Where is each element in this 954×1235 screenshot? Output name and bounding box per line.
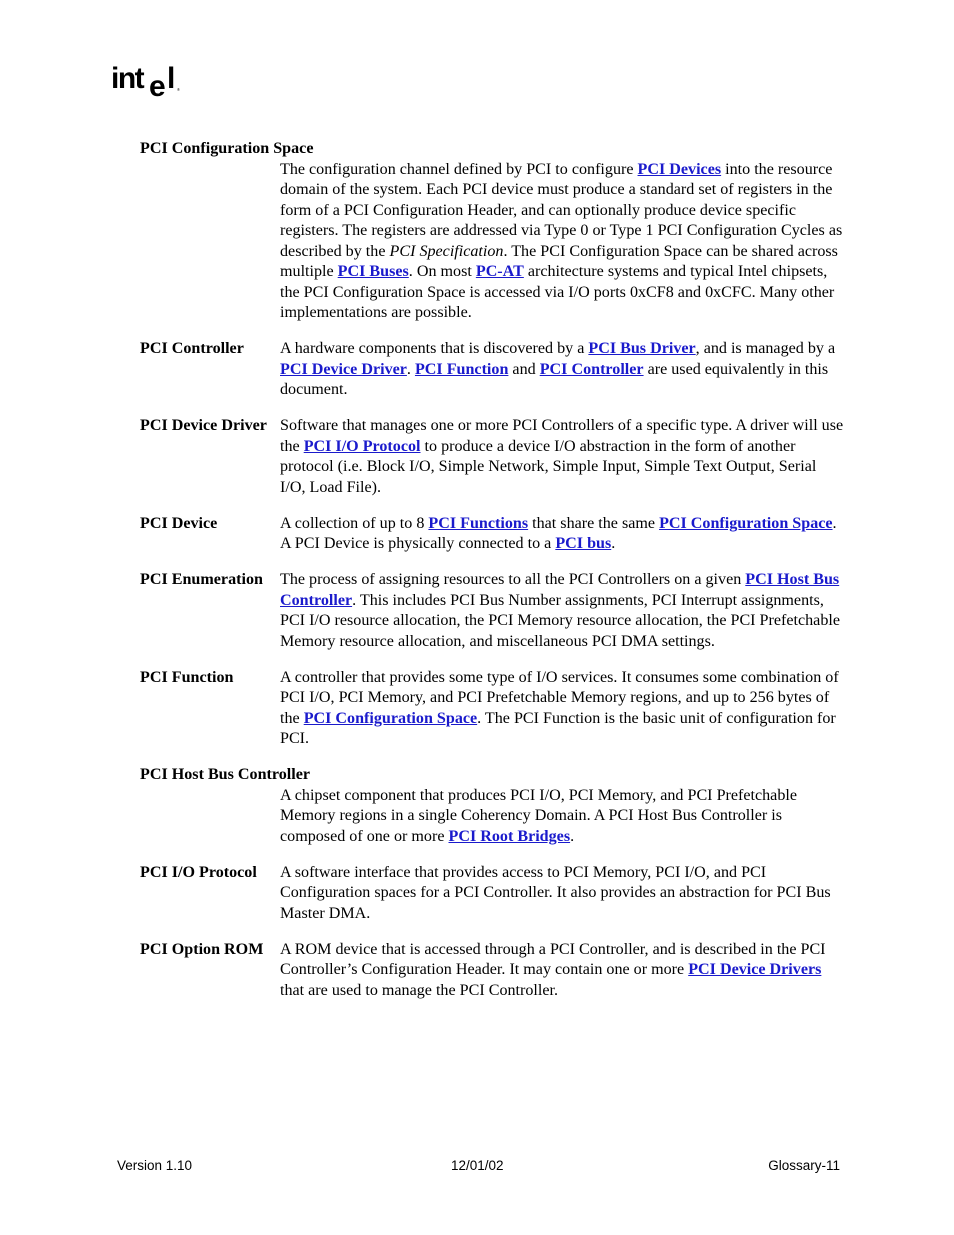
- glossary-term: PCI Host Bus Controller: [140, 766, 311, 783]
- definition-text: .: [570, 827, 575, 845]
- glossary-entries: [140, 139, 845, 1017]
- glossary-term: PCI Enumeration: [140, 571, 263, 588]
- footer-page-number: Glossary-11: [768, 1158, 840, 1173]
- glossary-definition: [280, 160, 845, 324]
- definition-text: Software that manages one or more PCI Controllers of a specific type. A driver will use the: [280, 417, 844, 455]
- intel-logo: [110, 58, 190, 104]
- glossary-term: PCI I/O Protocol: [140, 863, 257, 881]
- glossary-entry: [140, 416, 845, 498]
- glossary-link[interactable]: PCI Device Drivers: [688, 961, 822, 978]
- glossary-definition: [280, 339, 845, 401]
- definition-text: that share the same: [528, 514, 660, 532]
- italic-reference: PCI Specification: [389, 242, 504, 260]
- definition-text: A hardware components that is discovered by a: [280, 340, 589, 357]
- definition-text: . The PCI Configuration Space can be shared across multiple: [280, 242, 838, 280]
- glossary-entry: [140, 139, 845, 324]
- definition-text: A collection of up to 8: [280, 514, 429, 532]
- definition-text: into the resource domain of the system. Each PCI device must produce a standard set of registers in the form of a PCI Configuration Header, and can optionally produce device specific registers. The registers are addressed via Type 0 or Type 1 PCI Configuration Cycles as described by the: [280, 160, 843, 260]
- glossary-link[interactable]: PCI Host Bus Controller: [280, 571, 840, 609]
- definition-text: . This includes PCI Bus Number assignments, PCI Interrupt assignments, PCI I/O resource allocation, the PCI Memory resource allocation, the PCI Prefetchable Memory resource allocation, and miscellaneous PCI DMA settings.: [280, 591, 840, 650]
- definition-text: A chipset component that produces PCI I/O, PCI Memory, and PCI Prefetchable Memory regions in a single Coherency Domain. A PCI Host Bus Controller is composed of one or more: [280, 786, 797, 845]
- glossary-link[interactable]: PCI Root Bridges: [448, 827, 571, 845]
- definition-text: The configuration channel defined by PCI to configure: [280, 160, 638, 178]
- svg-text:l: l: [167, 62, 176, 95]
- glossary-link[interactable]: PCI Function: [414, 360, 509, 378]
- glossary-definition: [280, 668, 845, 750]
- glossary-term: PCI Option ROM: [140, 940, 264, 958]
- glossary-link[interactable]: PCI I/O Protocol: [303, 437, 421, 455]
- glossary-entry: [140, 940, 845, 1002]
- definition-text: A controller that provides some type of I/O services. It consumes some combination of PCI I/O, PCI Memory, and PCI Prefetchable Memory regions, and up to 256 bytes of the: [280, 668, 839, 727]
- glossary-link[interactable]: PCI Bus Driver: [588, 340, 696, 357]
- definition-text: The process of assigning resources to all the PCI Controllers on a given: [280, 571, 746, 588]
- definition-text: that are used to manage the PCI Controller.: [280, 981, 558, 999]
- glossary-entry: [140, 863, 845, 925]
- svg-text:e: e: [149, 70, 166, 103]
- glossary-term: PCI Device Driver: [140, 417, 267, 434]
- definition-text: and: [508, 360, 540, 378]
- glossary-definition: [280, 863, 845, 925]
- glossary-entry: [140, 339, 845, 401]
- glossary-link[interactable]: PCI Configuration Space: [303, 709, 478, 727]
- glossary-link[interactable]: PCI Configuration Space: [659, 514, 833, 532]
- glossary-link[interactable]: PCI Functions: [428, 514, 529, 532]
- footer-version: Version 1.10: [117, 1158, 193, 1173]
- glossary-term: PCI Controller: [140, 340, 244, 357]
- glossary-definition: [280, 570, 845, 652]
- definition-text: are used equivalently in this document.: [280, 360, 829, 398]
- glossary-definition: [280, 514, 845, 555]
- glossary-term: PCI Device: [140, 514, 218, 532]
- glossary-link[interactable]: PCI Devices: [637, 160, 722, 178]
- definition-text: . The PCI Function is the basic unit of configuration for PCI.: [280, 709, 836, 747]
- definition-text: , and is managed by a: [695, 340, 836, 357]
- glossary-link[interactable]: PCI Buses: [337, 263, 409, 280]
- definition-text: to produce a device I/O abstraction in the form of another protocol (i.e. Block I/O, Simple Network, Simple Input, Simple Text Output, Serial I/O, Load File).: [280, 437, 817, 496]
- footer-date: 12/01/02: [451, 1158, 504, 1173]
- definition-text: .: [611, 535, 616, 552]
- definition-text: . A PCI Device is physically connected to a: [280, 514, 837, 552]
- glossary-entry: [140, 570, 845, 652]
- definition-text: . On most: [408, 263, 476, 280]
- glossary-entry: [140, 514, 845, 555]
- glossary-link[interactable]: PCI Device Driver: [280, 360, 407, 378]
- definition-text: architecture systems and typical Intel chipsets, the PCI Configuration Space is accessed via I/O ports 0xCF8 and 0xCFC. Many other implementations are possible.: [280, 263, 835, 321]
- glossary-link[interactable]: PC-AT: [475, 263, 524, 280]
- glossary-definition: [280, 940, 845, 1002]
- definition-text: .: [406, 360, 415, 378]
- glossary-link[interactable]: PCI bus: [555, 535, 612, 552]
- definition-text: A software interface that provides access to PCI Memory, PCI I/O, and PCI Configuration spaces for a PCI Controller. It also provides an abstraction for PCI Bus Master DMA.: [280, 863, 831, 922]
- glossary-term: PCI Configuration Space: [140, 140, 314, 157]
- definition-text: A ROM device that is accessed through a PCI Controller, and is described in the PCI Controller’s Configuration Header. It may contain one or more: [280, 940, 826, 978]
- glossary-definition: [280, 416, 845, 498]
- svg-text:int: int: [111, 62, 144, 95]
- glossary-entry: [140, 765, 845, 847]
- svg-text:®: ®: [177, 87, 180, 92]
- intel-logo-mark: [110, 58, 190, 104]
- glossary-entry: [140, 668, 845, 750]
- glossary-definition: [280, 786, 845, 848]
- glossary-term: PCI Function: [140, 668, 234, 686]
- glossary-link[interactable]: PCI Controller: [539, 360, 644, 378]
